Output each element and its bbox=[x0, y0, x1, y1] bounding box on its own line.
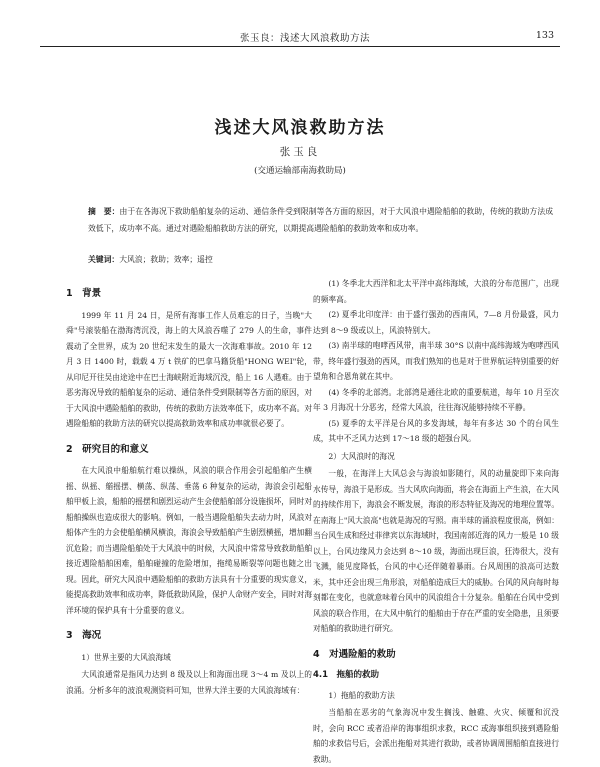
section-3-heading: 3 海况 bbox=[66, 630, 102, 641]
keywords-text: 大风浪；救助；效率；遥控 bbox=[119, 255, 213, 264]
abstract-label: 摘 要： bbox=[88, 207, 120, 216]
list-item-3: (3) 南半球的咆哮西风带，南半球 30°S 以南中高纬海域为咆哮西风带，终年盛行强劲的西风，而我们熟知的也是对于世界航运特别重要的好望角和合恩角就在其中。 bbox=[313, 341, 560, 381]
section-4-1-paragraph: 当船舶在恶劣的气象海况中发生搁浅、触礁、火灾、倾覆和沉没时，会向 RCC 或者沿岸的海事组织求救，RCC 或海事组织接到遇险船舶的求救信号后，会派出拖船对其进行救助，或者协调周围船舶直接进行救助。 bbox=[313, 708, 560, 764]
section-1-heading: 1 背景 bbox=[66, 288, 102, 299]
paper-author: 张玉良 bbox=[279, 146, 321, 158]
section-1-paragraph: 1999 年 11 月 24 日，是所有海事工作人员难忘的日子，当晚"大舜"号滚装船在渤海湾沉没，海上的大风浪吞噬了 279 人的生命，事件震动了全世界，成为 20 世纪末发生的最大一次海难事故。2010 年 12 月 3 日 1400 时，载载 4 万 t 铁矿的巴拿马籍货船"HONG WEI"轮，从印尼开往吴由途途中在巴士海峡附近海域沉没，船上 16 人遇难。由于恶劣海况导致的船舶复杂的运动、通信条件受到限制等各方面的原因，对于大风浪中遇险船舶的救助，传统的救助方法效率低下，成功率不高。对遇险船舶的救助方法的研究以提高救助效率和成功率就很必要了。 bbox=[66, 310, 313, 428]
section-3-subheading-2: 2）大风浪时的海况 bbox=[328, 451, 395, 461]
list-item-1: (1) 冬季北大西洋和北太平洋中高纬海域，大浪的分布范围广，出现的频率高。 bbox=[313, 279, 559, 304]
section-4-1-subheading: 1）拖船的救助方法 bbox=[328, 690, 395, 700]
page-number: 133 bbox=[535, 30, 554, 41]
section-3-paragraph: 大风浪通常是指风力达到 8 级及以上和海面出现 3～4 m 及以上的浪涌。分析多年的波浪观测资料可知，世界大洋主要的大风浪海域有： bbox=[66, 670, 312, 695]
left-column bbox=[66, 276, 312, 698]
keywords-label: 关键词： bbox=[88, 255, 120, 264]
list-item-2: (2) 夏季北印度洋：由于盛行强劲的西南风，7—8 月份最盛，风力达到 8～9 级或以上，风浪特别大。 bbox=[313, 310, 559, 335]
sea-conditions-paragraph: 一般，在海洋上大风总会与海浪如影随行，风的动量旋即下来向海水传导，海浪于是形成。当大风吹向海面，将会在海面上产生浪，在大风的持续作用下，海浪会不断发展，海浪的形态特征及海况的地理位置等。在南海上"风大浪高"也就是海况的写照。南半球的涌浪程度很高，例如：当台风生成和经过菲律宾以东海域时，我国南部近海的风力一般是 10 级以上，台风边缘风力会达到 8～10 级，海面出现巨浪，狂涛很大，没有飞溅，能见度降低，台风的中心还伴随着暴雨。台风周围的浪高可达数米，其中还会出现三角形浪，对船舶造成巨大的威胁。台风的风向每时每刻都在变化，也就意味着台风中的风浪组合十分复杂。船舶在台风中受到风浪的联合作用，在大风中航行的船舶由于存在严重的安全隐患，且须要对船舶的救助进行研究。 bbox=[313, 469, 560, 633]
paper-title: 浅述大风浪救助方法 bbox=[214, 118, 386, 138]
section-4-heading: 4 对遇险船的救助 bbox=[313, 648, 396, 660]
right-column bbox=[313, 276, 559, 767]
section-2-heading: 2 研究目的和意义 bbox=[66, 443, 149, 455]
running-header bbox=[40, 30, 560, 47]
abstract-text: 由于在各海况下救助船舶复杂的运动、通信条件受到限制等各方面的原因，对于大风浪中遇险船舶的救助，传统的救助方法成效低下，成功率不高。通过对遇险船舶救助方法的研究，以期提高遇险船舶的救助效率和成功率。 bbox=[88, 207, 553, 233]
section-2-paragraph: 在大风浪中船舶航行难以操纵，风浪的联合作用会引起船舶产生横摇、纵摇、艏摇摆、横荡、纵荡、垂荡 6 种复杂的运动，海浪会引起船舶甲板上浪，船舶的摇摆和剧烈运动产生会使船舶部分设施损坏，同时对船舶操纵也造成很大的影响。例如，一般当遇险船舶失去动力时，风浪对船体产生的力会使船舶横风横浪，海浪会导致船舶产生剧烈横摇，增加翻沉危险；而当遇险船舶处于大风浪中的时候，大风浪中常常导致救助船舶接近遇险船舶困难，船舶碰撞的危险增加，拖缆易断裂等问题也随之出现。因此，研究大风浪中遇险船舶的救助方法具有十分重要的现实意义，能提高救助效率和成功率，降低救助风险，保护人命财产安全，同时对海洋环境的保护具有十分重要的意义。 bbox=[66, 466, 313, 615]
section-4-1-heading: 4.1 拖船的救助 bbox=[313, 670, 380, 680]
paper-affiliation: (交通运输部南海救助局) bbox=[254, 166, 346, 176]
list-item-5: (5) 夏季的太平洋是台风的多发海域，每年有多达 30 个的台风生成，其中不乏风力达到 17～18 级的超强台风。 bbox=[313, 418, 559, 443]
list-item-4: (4) 冬季的北部湾。北部湾是通往北欧的重要航道，每年 10 月至次年 3 月海况十分恶劣，经常大风浪，往往海况能够持续不平静。 bbox=[313, 387, 559, 412]
running-header-title: 张玉良：浅述大风浪救助方法 bbox=[240, 33, 371, 44]
abstract bbox=[88, 203, 553, 237]
keywords bbox=[88, 254, 553, 265]
section-3-subheading-1: 1）世界主要的大风浪海域 bbox=[81, 652, 171, 662]
